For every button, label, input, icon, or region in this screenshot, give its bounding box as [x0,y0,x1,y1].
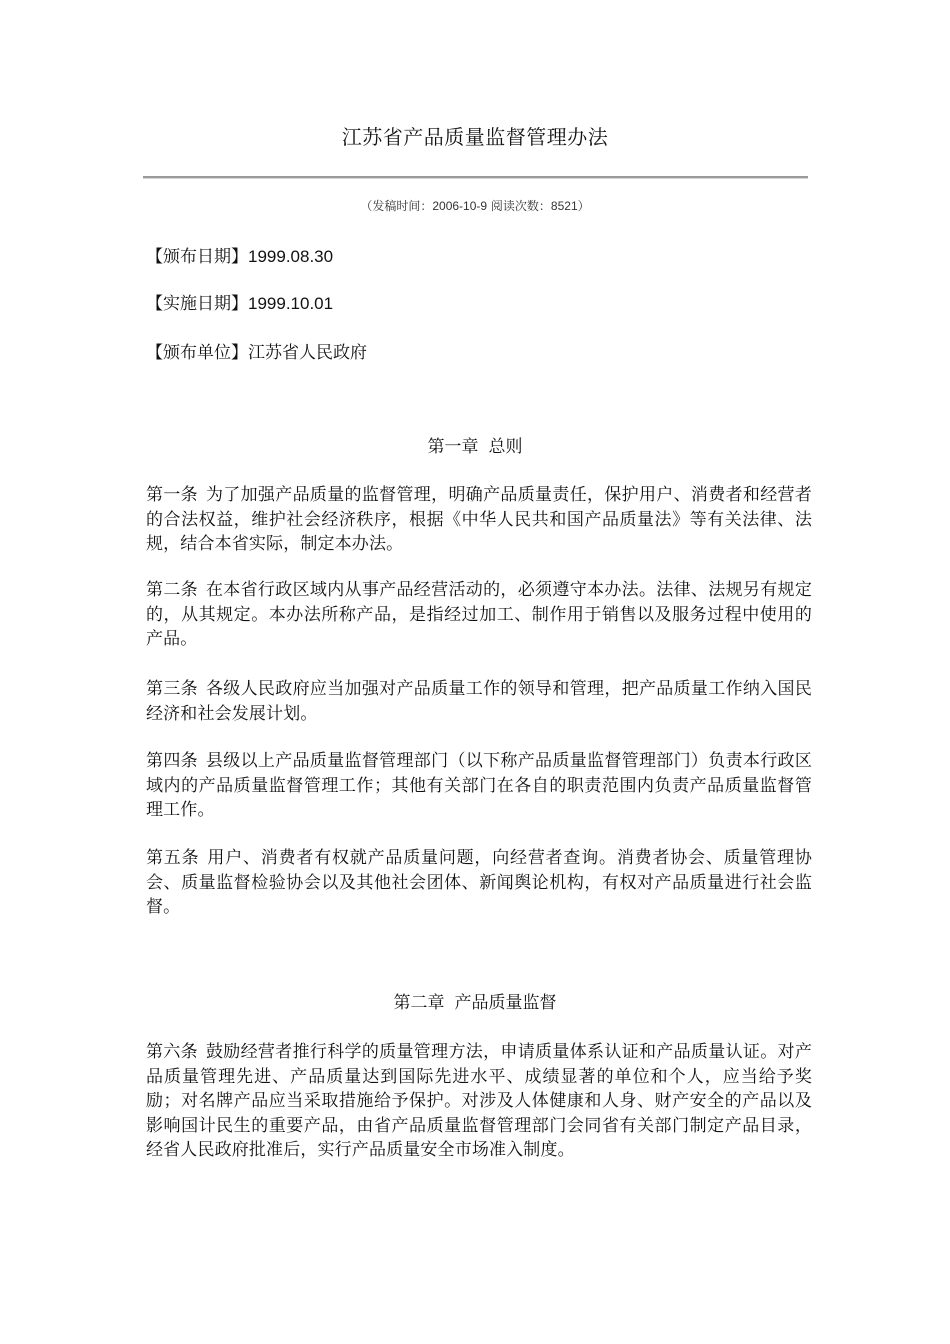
chapter-title: 总则 [488,437,523,457]
article-number: 第四条 [146,751,198,771]
article [146,846,812,920]
field-value: 1999.10.01 [248,294,334,313]
reads-label: 阅读次数： [490,199,551,213]
article-number: 第一条 [146,485,198,505]
article [146,677,812,726]
article-number: 第六条 [146,1042,198,1062]
chapter-number: 第一章 [427,437,479,457]
chapter-title: 产品质量监督 [454,993,557,1013]
publish-meta [0,197,950,215]
field-label: 【颁布单位】 [146,343,248,363]
field-value: 1999.08.30 [248,247,334,266]
field-value: 江苏省人民政府 [248,343,367,363]
article-number: 第二条 [146,580,198,600]
meta-close: ） [577,199,590,213]
field-issuing-authority [146,341,367,365]
field-label: 【实施日期】 [146,294,248,314]
article-text: 为了加强产品质量的监督管理，明确产品质量责任，保护用户、消费者和经营者的合法权益，维护社会经济秩序，根据《中华人民共和国产品质量法》等有关法律、法规，结合本省实际，制定本办法。 [146,485,813,554]
article-text: 县级以上产品质量监督管理部门（以下称产品质量监督管理部门）负责本行政区域内的产品质量监督管理工作；其他有关部门在各自的职责范围内负责产品质量监督管理工作。 [146,751,813,820]
article-text: 用户、消费者有权就产品质量问题，向经营者查询。消费者协会、质量管理协会、质量监督检验协会以及其他社会团体、新闻舆论机构，有权对产品质量进行社会监督。 [146,848,812,917]
article-number: 第三条 [146,679,198,699]
article-text: 鼓励经营者推行科学的质量管理方法，申请质量体系认证和产品质量认证。对产品质量管理先进、产品质量达到国际先进水平、成绩显著的单位和个人，应当给予奖励；对名牌产品应当采取措施给予保护。对涉及人体健康和人身、财产安全的产品以及影响国计民生的重要产品，由省产品质量监督管理部门会同省有关部门制定产品目录，经省人民政府批准后，实行产品质量安全市场准入制度。 [146,1042,813,1160]
article-text: 各级人民政府应当加强对产品质量工作的领导和管理，把产品质量工作纳入国民经济和社会发展计划。 [146,679,813,724]
article [146,1040,812,1163]
title-divider [143,176,808,179]
article [146,483,812,557]
publish-date: 2006-10-9 [432,199,488,213]
document-title: 江苏省产品质量监督管理办法 [341,125,609,149]
field-issue-date [146,245,333,269]
meta-open: （发稿时间： [360,199,433,213]
article [146,578,812,652]
chapter-heading [0,991,950,1015]
chapter-number: 第二章 [393,993,445,1013]
read-count: 8521 [550,199,578,213]
article-number: 第五条 [146,848,200,868]
article-text: 在本省行政区域内从事产品经营活动的，必须遵守本办法。法律、法规另有规定的，从其规定。本办法所称产品，是指经过加工、制作用于销售以及服务过程中使用的产品。 [146,580,813,649]
field-label: 【颁布日期】 [146,247,248,267]
article [146,749,812,823]
field-effective-date [146,292,333,316]
chapter-heading [0,435,950,459]
